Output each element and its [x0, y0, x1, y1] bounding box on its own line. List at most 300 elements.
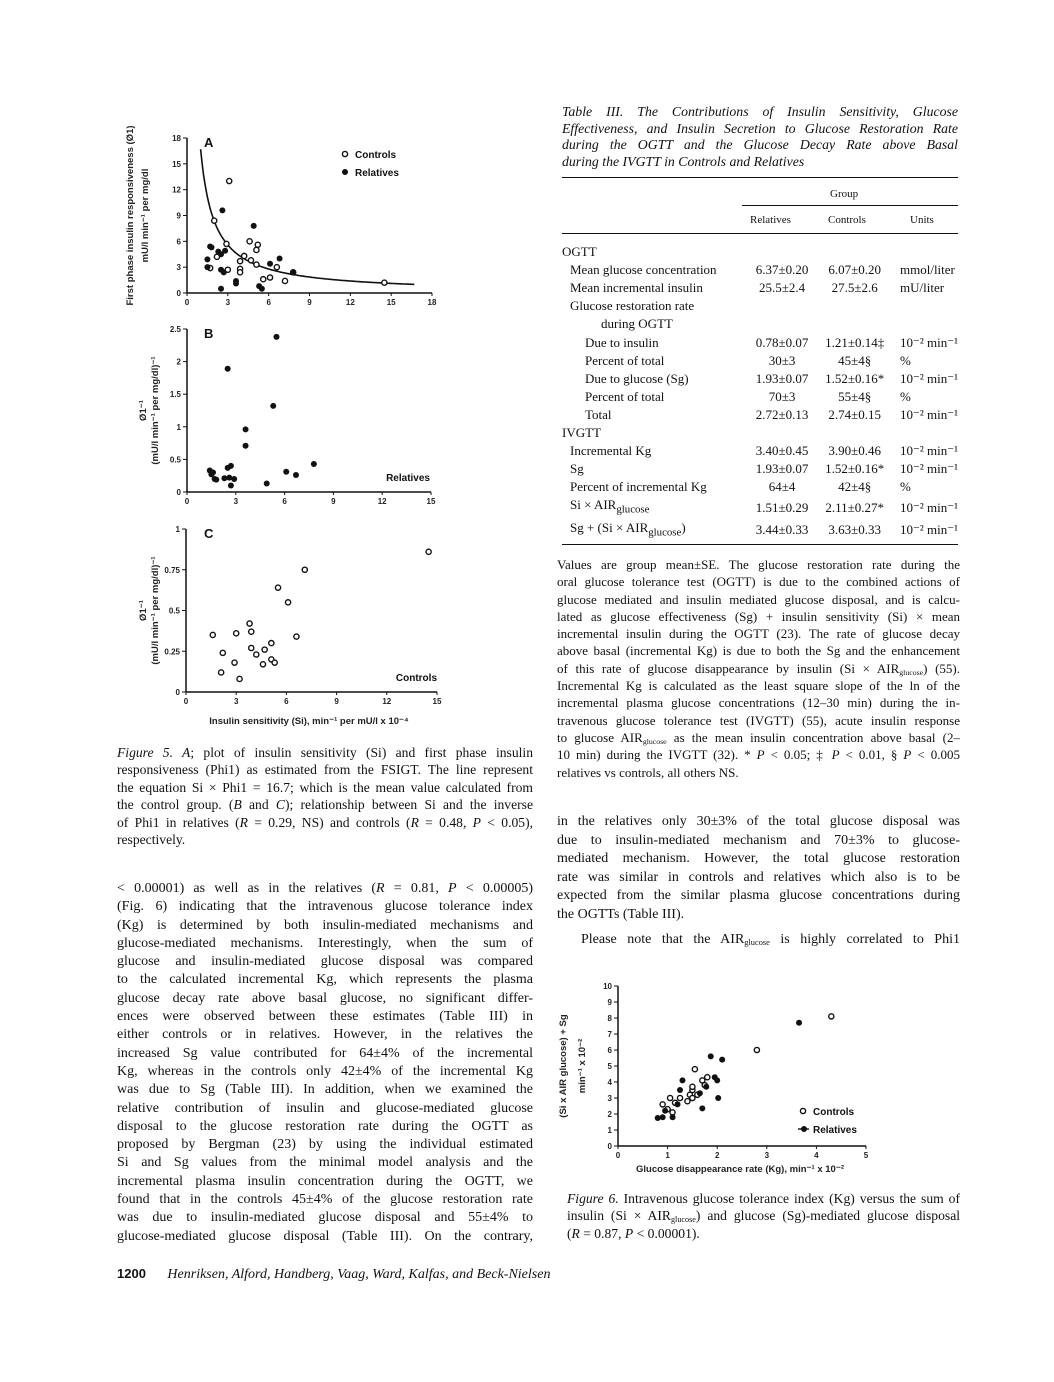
- row-label: IVGTT: [562, 424, 601, 440]
- text-line: Effectiveness, and Insulin Secretion to Glucose Restoration Rate: [562, 120, 958, 136]
- italic-text: Figure 6.: [567, 1191, 619, 1206]
- table-row: [562, 315, 958, 333]
- data-point-open: [247, 621, 252, 626]
- y-tick-label: 2: [176, 357, 181, 367]
- data-point-filled: [708, 1053, 714, 1059]
- data-point-filled: [204, 264, 210, 270]
- panel-label: C: [204, 526, 214, 541]
- italic-text: R: [376, 881, 385, 896]
- data-point-open: [210, 632, 215, 637]
- cell-units: 10⁻² min⁻¹: [900, 499, 958, 515]
- series-controls: [208, 178, 387, 285]
- italic-text: P: [472, 814, 481, 830]
- text-line: respectively.: [117, 832, 186, 848]
- data-point-open: [237, 676, 242, 681]
- text-line: due to insulin-mediated mechanism and 70±3% to glucose-: [557, 832, 960, 848]
- subscript-text: glucose: [670, 1215, 696, 1225]
- text-line: relatives vs controls, all others NS.: [557, 764, 739, 780]
- text-line: Table III. The Contributions of Insulin Sensitivity, Glucose: [562, 104, 958, 119]
- x-tick-label: 15: [426, 497, 436, 506]
- x-tick-label: 3: [233, 497, 239, 506]
- cell-controls: 27.5±2.6: [831, 280, 878, 296]
- y-axis-title: Ø1⁻¹: [138, 400, 149, 421]
- x-tick-label: 15: [432, 697, 442, 706]
- y-tick-label: 1.5: [169, 390, 181, 400]
- y-tick-label: 0: [176, 488, 181, 497]
- x-tick-label: 3: [233, 697, 239, 706]
- page-footer: [117, 1266, 550, 1283]
- data-point-open: [275, 585, 280, 590]
- data-point-open: [382, 280, 387, 285]
- data-point-open: [272, 660, 277, 665]
- text-line: glucose decay rate above basal glucose, no significant differ-: [117, 990, 533, 1006]
- data-point-filled: [283, 469, 289, 475]
- data-point-open: [294, 634, 299, 639]
- cell-controls: 1.52±0.16*: [825, 370, 885, 386]
- data-point-open: [260, 662, 265, 667]
- y-tick-label: 0.75: [164, 565, 180, 575]
- table-row: [562, 519, 958, 542]
- x-tick-label: 9: [307, 298, 312, 307]
- row-label: Mean glucose concentration: [570, 262, 717, 278]
- y-tick-label: 4: [607, 1078, 612, 1087]
- chart-fig5C: [138, 525, 442, 727]
- data-point-filled: [243, 443, 249, 449]
- y-tick-label: 6: [176, 237, 181, 247]
- table-row: [562, 442, 958, 460]
- x-tick-label: 12: [377, 497, 387, 506]
- data-point-open: [667, 1095, 672, 1100]
- cell-units: 10⁻² min⁻¹: [900, 443, 958, 459]
- italic-text: P: [624, 1225, 634, 1241]
- table-row: [562, 424, 958, 442]
- cell-units: %: [900, 352, 911, 368]
- data-point-open: [685, 1099, 690, 1104]
- table-row: [562, 352, 958, 370]
- table-bottom-rule: [562, 544, 958, 545]
- text-line: Please note that the $AIR_{glucose}$ is highly correlated to Phi1: [581, 932, 960, 948]
- cell-units: 10⁻² min⁻¹: [900, 406, 958, 422]
- x-tick-label: 5: [863, 1151, 869, 1160]
- cell-relatives: 3.40±0.45: [755, 443, 809, 459]
- text-line: Figure 5. A; plot of insulin sensitivity (Si) and first phase insulin: [117, 745, 533, 760]
- text-line: lated as glucose effectiveness (Sg) + insulin sensitivity (Si) × mean: [557, 608, 960, 624]
- data-point-open: [254, 652, 259, 657]
- data-point-open: [249, 645, 254, 650]
- text-line: insulin $(Si \times AIR_{glucose})$ and glucose (Sg)-mediated glucose disposal: [567, 1208, 960, 1225]
- italic-text: P: [756, 747, 765, 763]
- y-tick-label: 0.5: [169, 455, 181, 465]
- x-tick-label: 1: [665, 1151, 670, 1160]
- x-tick-label: 3: [764, 1151, 770, 1160]
- cell-units: [892, 424, 958, 442]
- data-point-open: [237, 259, 242, 264]
- cell-relatives: 2.72±0.13: [755, 406, 809, 422]
- series-controls: [660, 1014, 834, 1115]
- text-line: above basal (incremental Kg) is due to both the Sg and the enhancement: [557, 643, 960, 659]
- cell-controls: 1.52±0.16*: [825, 461, 885, 477]
- y-axis-title: (mU/l min⁻¹ per mg/dl)⁻¹: [150, 356, 161, 465]
- table-row: [562, 333, 958, 351]
- data-point-filled: [660, 1114, 666, 1120]
- legend-label: Relatives: [813, 1125, 857, 1136]
- data-point-filled: [277, 256, 283, 262]
- cell-controls: 2.74±0.15: [828, 406, 881, 422]
- data-point-filled: [679, 1077, 685, 1083]
- text-line: Kg, whereas in the controls only 42±4% of the incremental Kg: [117, 1063, 533, 1079]
- data-point-open: [220, 650, 225, 655]
- cell-units: 10⁻² min⁻¹: [900, 370, 958, 386]
- text-line: Si and Sg values from the minimal model analysis and the: [117, 1155, 533, 1171]
- x-tick-label: 12: [382, 697, 392, 706]
- data-point-filled: [221, 269, 227, 275]
- x-tick-label: 0: [615, 1151, 621, 1160]
- y-tick-label: 9: [607, 998, 612, 1007]
- cell-controls: 1.21±0.14‡: [825, 334, 885, 350]
- cell-relatives: 6.37±0.20: [755, 262, 809, 278]
- data-point-filled: [231, 476, 237, 482]
- data-point-filled: [703, 1084, 709, 1090]
- cell-units: [892, 315, 958, 333]
- y-tick-label: 0: [176, 289, 181, 298]
- data-point-filled: [342, 169, 348, 175]
- data-point-open: [219, 670, 224, 675]
- y-tick-label: 1: [175, 525, 180, 534]
- data-point-open: [242, 253, 247, 258]
- data-point-open: [754, 1047, 759, 1052]
- data-point-open: [690, 1084, 695, 1089]
- data-point-filled: [204, 256, 210, 262]
- series-relatives: [207, 334, 317, 489]
- data-point-filled: [715, 1095, 721, 1101]
- y-tick-label: 1: [176, 422, 181, 432]
- cell-units: mmol/liter: [900, 262, 955, 278]
- y-axis-title: (Si x AIR glucose) + Sg: [558, 1014, 569, 1118]
- italic-text: P: [903, 747, 912, 763]
- data-point-filled: [273, 334, 279, 340]
- legend-label: Controls: [355, 150, 397, 161]
- data-point-filled: [228, 482, 234, 488]
- data-point-filled: [719, 1057, 725, 1063]
- text-line: either controls or in relatives. However, in the relatives the: [117, 1027, 533, 1043]
- italic-text: Figure 5. A: [117, 745, 191, 760]
- x-tick-label: 9: [331, 497, 336, 506]
- cell-relatives: 1.51±0.29: [755, 499, 809, 515]
- table-row: [562, 243, 958, 261]
- legend-label: Relatives: [355, 168, 399, 179]
- cell-relatives: [747, 424, 818, 442]
- cell-relatives: 64±4: [768, 479, 796, 495]
- text-line: of Phi1 in relatives (R = 0.29, NS) and controls (R = 0.48, P < 0.05),: [117, 814, 533, 830]
- text-line: (Fig. 6) indicating that the intravenous glucose tolerance index: [117, 899, 533, 915]
- cell-relatives: 25.5±2.4: [759, 280, 806, 296]
- cell-controls: 55±4§: [838, 388, 872, 404]
- cell-units: 10⁻² min⁻¹: [900, 522, 958, 538]
- text-line: < 0.00001) as well as in the relatives (R = 0.81, P < 0.00005): [117, 881, 533, 896]
- x-axis-title: Insulin sensitivity (Si), min⁻¹ per mU/l x 10⁻⁴: [209, 716, 409, 727]
- italic-text: R: [410, 814, 419, 830]
- cell-controls: 2.11±0.27*: [825, 499, 884, 515]
- row-label: Percent of total: [585, 388, 665, 404]
- data-point-filled: [714, 1077, 720, 1083]
- y-axis-title: (mU/l min⁻¹ per mg/dl)⁻¹: [150, 556, 161, 665]
- cell-relatives: 0.78±0.07: [755, 334, 809, 350]
- data-point-open: [426, 549, 431, 554]
- cell-controls: 45±4§: [838, 352, 872, 368]
- right-body-text: [557, 813, 960, 925]
- x-tick-label: 4: [814, 1151, 819, 1160]
- data-point-filled: [225, 366, 231, 372]
- data-point-open: [255, 242, 260, 247]
- col-header-controls: Controls: [828, 214, 866, 226]
- x-tick-label: 9: [334, 697, 339, 706]
- text-line: during the IVGTT in Controls and Relatives: [562, 153, 805, 169]
- data-point-filled: [210, 469, 216, 475]
- cell-relatives: 3.44±0.33: [755, 522, 809, 538]
- y-tick-label: 3: [176, 263, 181, 273]
- data-point-open: [282, 278, 287, 283]
- x-tick-label: 6: [284, 697, 289, 706]
- data-point-filled: [267, 261, 273, 267]
- text-line: in the relatives only 30±3% of the total glucose disposal was: [557, 814, 960, 829]
- y-tick-label: 3: [607, 1094, 612, 1103]
- data-point-filled: [218, 286, 224, 292]
- data-point-open: [234, 631, 239, 636]
- data-point-open: [267, 275, 272, 280]
- data-point-open: [269, 641, 274, 646]
- subscript-text: glucose: [642, 736, 667, 746]
- table-row: [562, 478, 958, 496]
- cell-relatives: 30±3: [768, 352, 796, 368]
- row-label: Due to glucose (Sg): [585, 370, 689, 386]
- x-tick-label: 12: [345, 298, 355, 307]
- data-point-open: [274, 265, 279, 270]
- x-tick-label: 2: [714, 1151, 720, 1160]
- data-point-filled: [259, 286, 265, 292]
- x-axis-title: Glucose disappearance rate (Kg), min⁻¹ x 10⁻²: [635, 1164, 845, 1175]
- data-point-open: [342, 151, 347, 156]
- x-tick-label: 0: [184, 497, 190, 506]
- subscript-text: glucose: [899, 667, 924, 677]
- cell-controls: 3.63±0.33: [828, 522, 881, 538]
- data-point-filled: [293, 472, 299, 478]
- data-point-filled: [222, 248, 228, 254]
- text-line: during the OGTT and the Glucose Decay Rate above Basal: [562, 137, 958, 153]
- text-line: incremental insulin during the OGTT (23). The rate of glucose decay: [557, 626, 960, 642]
- cell-controls: 6.07±0.20: [828, 262, 881, 278]
- y-axis-title: min⁻¹ x 10⁻²: [577, 1038, 588, 1094]
- text-line: Incremental Kg is calculated as the least square slope of the ln of the: [557, 678, 960, 694]
- series-controls: [210, 549, 431, 681]
- left-body-text: [117, 880, 533, 1246]
- x-tick-label: 6: [266, 298, 271, 307]
- italic-text: R: [239, 814, 248, 830]
- data-point-filled: [697, 1090, 703, 1096]
- text-line: Figure 6. Intravenous glucose tolerance index (Kg) versus the sum of: [567, 1191, 960, 1206]
- data-point-open: [829, 1014, 834, 1019]
- series-annotation: Controls: [395, 673, 437, 684]
- cell-units: %: [900, 388, 911, 404]
- x-tick-label: 15: [386, 298, 396, 307]
- y-tick-label: 1: [607, 1126, 612, 1135]
- data-point-filled: [264, 481, 270, 487]
- y-tick-label: 0: [175, 688, 180, 697]
- italic-text: P: [448, 881, 457, 896]
- cell-relatives: [747, 297, 818, 315]
- table-row: [562, 496, 958, 519]
- cell-controls: [817, 297, 892, 315]
- y-axis-title: First phase insulin responsiveness (Ø1): [125, 125, 136, 306]
- subscript-text: glucose: [616, 503, 650, 516]
- y-tick-label: 0: [607, 1142, 612, 1151]
- y-tick-label: 9: [176, 211, 181, 221]
- series-relatives: [655, 1020, 802, 1121]
- data-point-open: [247, 239, 252, 244]
- data-point-filled: [270, 403, 276, 409]
- cell-relatives: [747, 315, 818, 333]
- row-label: Total: [585, 406, 612, 422]
- text-line: increased Sg value contributed for 64±4% of the incremental: [117, 1045, 533, 1061]
- table-row: [562, 370, 958, 388]
- text-line: travenous glucose tolerance test (IVGTT) (55), acute insulin response: [557, 712, 960, 728]
- data-point-open: [692, 1067, 697, 1072]
- col-header-relatives: Relatives: [750, 214, 791, 226]
- data-point-open: [262, 647, 267, 652]
- text-line: rate was similar in controls and relatives which also is to be: [557, 869, 960, 885]
- table3: [562, 243, 958, 542]
- data-point-filled: [311, 461, 317, 467]
- data-point-open: [232, 660, 237, 665]
- cell-controls: [817, 424, 892, 442]
- text-line: incremental plasma insulin concentration during the OGTT, we: [117, 1173, 533, 1189]
- text-line: the equation Si × Phi1 = 16.7; which is the mean value calculated from: [117, 779, 533, 795]
- right-body-text-2: [581, 931, 960, 950]
- table-row: [562, 388, 958, 406]
- data-point-filled: [677, 1087, 683, 1093]
- italic-text: B: [233, 797, 242, 813]
- cell-units: 10⁻² min⁻¹: [900, 334, 958, 350]
- data-point-open: [660, 1102, 665, 1107]
- header-rule: [562, 233, 958, 234]
- cell-controls: [817, 243, 892, 261]
- series-annotation: Relatives: [386, 473, 430, 484]
- running-authors: Henriksen, Alford, Handberg, Vaag, Ward, Kalfas, and Beck-Nielsen: [167, 1267, 551, 1282]
- y-tick-label: 10: [603, 982, 612, 991]
- data-point-filled: [662, 1108, 668, 1114]
- subscript-text: glucose: [744, 938, 770, 948]
- table-row: [562, 406, 958, 424]
- chart-fig5B: [138, 325, 436, 506]
- group-header: Group: [830, 188, 859, 200]
- row-label: Sg: [570, 461, 584, 477]
- data-point-filled: [209, 244, 215, 250]
- text-line: glucose mediated and insulin mediated glucose disposal, and is calcu-: [557, 591, 960, 607]
- data-point-open: [249, 629, 254, 634]
- x-tick-label: 0: [184, 298, 190, 307]
- text-line: was due to insulin-mediated glucose disposal and 55±4% to: [117, 1210, 533, 1226]
- data-point-filled: [670, 1114, 676, 1120]
- cell-relatives: 70±3: [768, 388, 796, 404]
- row-label: Glucose restoration rate: [570, 298, 695, 314]
- cell-units: 10⁻² min⁻¹: [900, 461, 958, 477]
- y-tick-label: 2.5: [169, 325, 181, 334]
- data-point-filled: [796, 1020, 802, 1026]
- cell-units: [892, 297, 958, 315]
- data-point-open: [705, 1075, 710, 1080]
- row-label: during OGTT: [601, 316, 673, 332]
- text-line: the control group. (B and C); relationship between Si and the inverse: [117, 797, 533, 813]
- x-tick-label: 0: [183, 697, 189, 706]
- row-label: Mean incremental insulin: [570, 280, 703, 296]
- col-header-units: Units: [910, 214, 934, 226]
- text-line: found that in the controls 45±4% of the glucose restoration rate: [117, 1192, 533, 1208]
- text-line: glucose-mediated glucose disposal (Table III). On the contrary,: [117, 1228, 533, 1244]
- text-line: oral glucose tolerance test (OGTT) is due to the combined actions of: [557, 574, 960, 590]
- table-row: [562, 460, 958, 478]
- cell-relatives: 1.93±0.07: [755, 370, 809, 386]
- data-point-open: [212, 218, 217, 223]
- text-line: was due to Sg (Table III). In addition, when we examined the: [117, 1082, 533, 1098]
- cell-controls: 3.90±0.46: [828, 443, 881, 459]
- cell-relatives: [747, 243, 818, 261]
- page-number: 1200: [117, 1266, 146, 1281]
- y-tick-label: 7: [607, 1030, 612, 1039]
- data-point-filled: [675, 1101, 681, 1107]
- row-label: OGTT: [562, 244, 597, 260]
- subscript-text: glucose: [648, 526, 682, 539]
- table3-title: [562, 104, 958, 170]
- data-point-open: [302, 567, 307, 572]
- table-row: [562, 279, 958, 297]
- figure6-caption: [567, 1190, 960, 1242]
- x-tick-label: 18: [427, 298, 437, 307]
- text-line: disposal to the glucose restoration rate during the OGTT as: [117, 1118, 533, 1134]
- text-line: of this rate of glucose disappearance by insulin $(Si \times AIR_{glucose})$ (55).: [557, 660, 960, 677]
- y-tick-label: 15: [172, 159, 181, 169]
- data-point-filled: [243, 426, 249, 432]
- y-tick-label: 2: [607, 1110, 612, 1119]
- text-line: expected from the similar plasma glucose concentrations during: [557, 888, 960, 904]
- data-point-open: [237, 270, 242, 275]
- row-label: Due to insulin: [585, 334, 659, 350]
- data-point-open: [800, 1108, 805, 1113]
- text-line: ences were observed between these estimates (Table III) in: [117, 1009, 533, 1025]
- data-point-open: [248, 258, 253, 263]
- text-line: relative contribution of insulin and glucose-mediated glucose: [117, 1100, 533, 1116]
- italic-text: P: [831, 747, 840, 763]
- text-line: proposed by Bergman (23) by using the individual estimated: [117, 1137, 533, 1153]
- y-tick-label: 0.5: [168, 606, 180, 616]
- row-label: Percent of total: [585, 352, 665, 368]
- table-top-rule: [562, 177, 958, 178]
- text-line: glucose and insulin-mediated glucose disposal was compared: [117, 954, 533, 970]
- italic-text: C: [275, 797, 285, 813]
- legend-label: Controls: [813, 1107, 855, 1118]
- data-point-open: [261, 277, 266, 282]
- x-tick-label: 3: [225, 298, 231, 307]
- text-line: 10 min) during the IVGTT (32). * P < 0.05; ‡ P < 0.01, § P < 0.005: [557, 747, 960, 763]
- y-axis-title: mU/l min⁻¹ per mg/dl: [140, 168, 151, 263]
- table-row: [562, 297, 958, 315]
- y-tick-label: 6: [607, 1046, 612, 1055]
- cell-controls: [817, 315, 892, 333]
- text-line: (Kg) is determined by both insulin-mediated mechanisms and: [117, 917, 533, 933]
- y-tick-label: 0.25: [164, 647, 180, 657]
- data-point-filled: [233, 278, 239, 284]
- text-line: Values are group mean±SE. The glucose restoration rate during the: [557, 557, 960, 572]
- data-point-filled: [228, 463, 234, 469]
- data-point-filled: [290, 269, 296, 275]
